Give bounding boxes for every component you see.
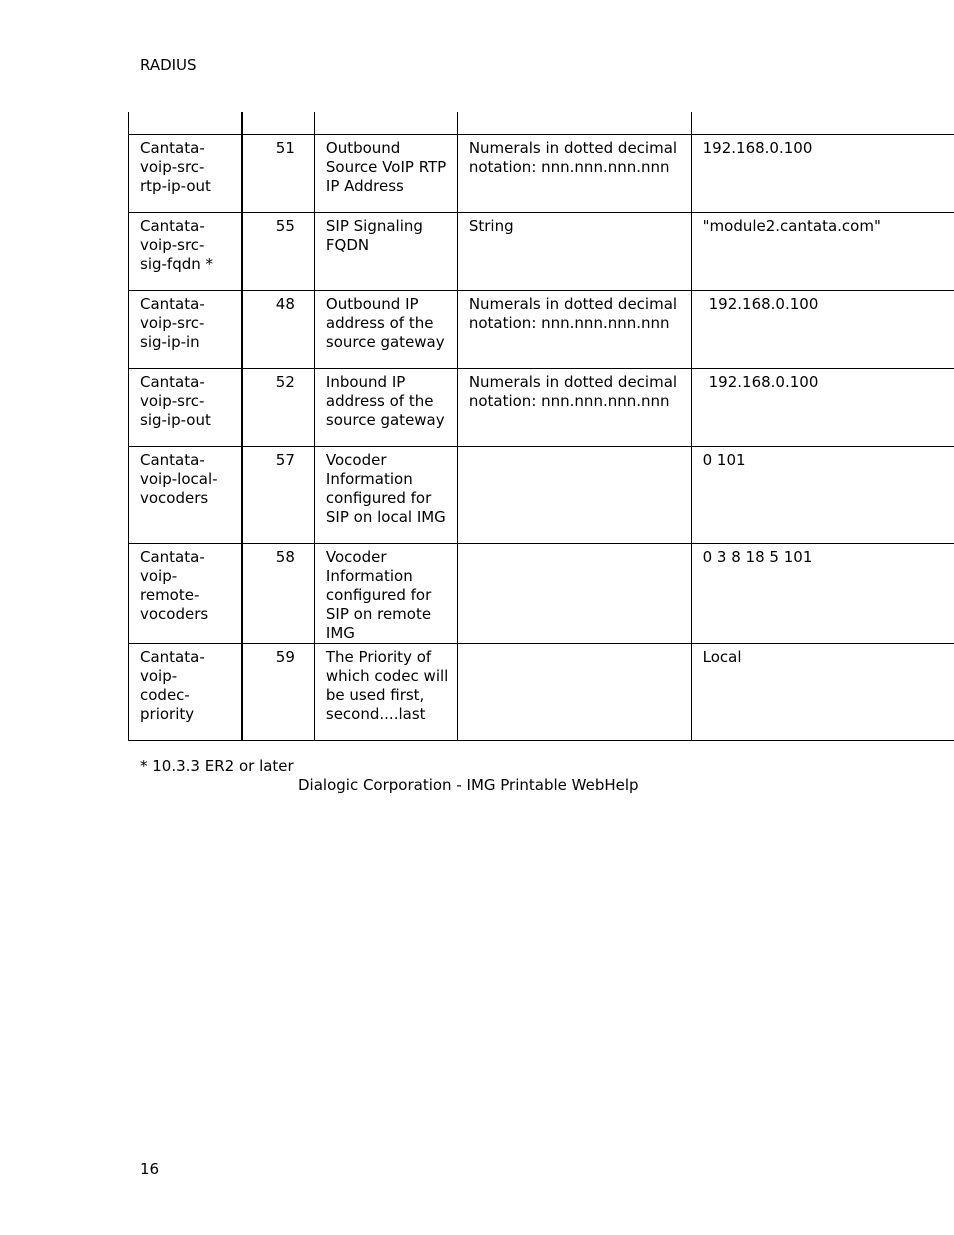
attribute-number-cell: 57 (242, 447, 314, 544)
attribute-name-cell: Cantata- voip- codec- priority (129, 644, 243, 741)
example-cell: 0 3 8 18 5 101 (691, 544, 954, 644)
table-row (129, 213, 954, 291)
footer-text: Dialogic Corporation - IMG Printable WebHelp (298, 776, 639, 794)
table-row (129, 369, 954, 447)
table-row-continuation (129, 112, 954, 135)
description-cell: Outbound Source VoIP RTP IP Address (314, 135, 457, 213)
attribute-name-cell: Cantata- voip-local- vocoders (129, 447, 243, 544)
page-number: 16 (140, 1160, 160, 1178)
attribute-name-cell: Cantata- voip-src- rtp-ip-out (129, 135, 243, 213)
example-cell: "module2.cantata.com" (691, 213, 954, 291)
attribute-name-cell: Cantata- voip-src- sig-ip-out (129, 369, 243, 447)
format-cell: Numerals in dotted decimal notation: nnn.nnn.nnn.nnn (457, 135, 691, 213)
example-cell: Local (691, 644, 954, 741)
attribute-number-cell: 51 (242, 135, 314, 213)
example-cell: 192.168.0.100 (691, 369, 954, 447)
attribute-name-cell: Cantata- voip-src- sig-ip-in (129, 291, 243, 369)
table-row (129, 544, 954, 644)
example-cell: 192.168.0.100 (691, 135, 954, 213)
format-cell: Numerals in dotted decimal notation: nnn.nnn.nnn.nnn (457, 369, 691, 447)
table-row (129, 291, 954, 369)
format-cell: Numerals in dotted decimal notation: nnn.nnn.nnn.nnn (457, 291, 691, 369)
attribute-name-cell: Cantata- voip-src- sig-fqdn * (129, 213, 243, 291)
table-row (129, 135, 954, 213)
format-cell: String (457, 213, 691, 291)
example-cell: 192.168.0.100 (691, 291, 954, 369)
attribute-number-cell: 48 (242, 291, 314, 369)
table-row (129, 644, 954, 741)
attribute-name-cell: Cantata- voip- remote- vocoders (129, 544, 243, 644)
description-cell: Outbound IP address of the source gateway (314, 291, 457, 369)
format-cell (457, 644, 691, 741)
format-cell (457, 447, 691, 544)
table-row (129, 447, 954, 544)
attribute-number-cell: 52 (242, 369, 314, 447)
description-cell: Vocoder Information configured for SIP on remote IMG (314, 544, 457, 644)
footnote: * 10.3.3 ER2 or later (140, 757, 294, 775)
attribute-number-cell: 59 (242, 644, 314, 741)
example-cell: 0 101 (691, 447, 954, 544)
description-cell: SIP Signaling FQDN (314, 213, 457, 291)
attribute-number-cell: 55 (242, 213, 314, 291)
running-header: RADIUS (140, 56, 197, 74)
description-cell: The Priority of which codec will be used first, second....last (314, 644, 457, 741)
format-cell (457, 544, 691, 644)
description-cell: Vocoder Information configured for SIP on local IMG (314, 447, 457, 544)
description-cell: Inbound IP address of the source gateway (314, 369, 457, 447)
radius-attribute-table (128, 112, 954, 741)
attribute-number-cell: 58 (242, 544, 314, 644)
